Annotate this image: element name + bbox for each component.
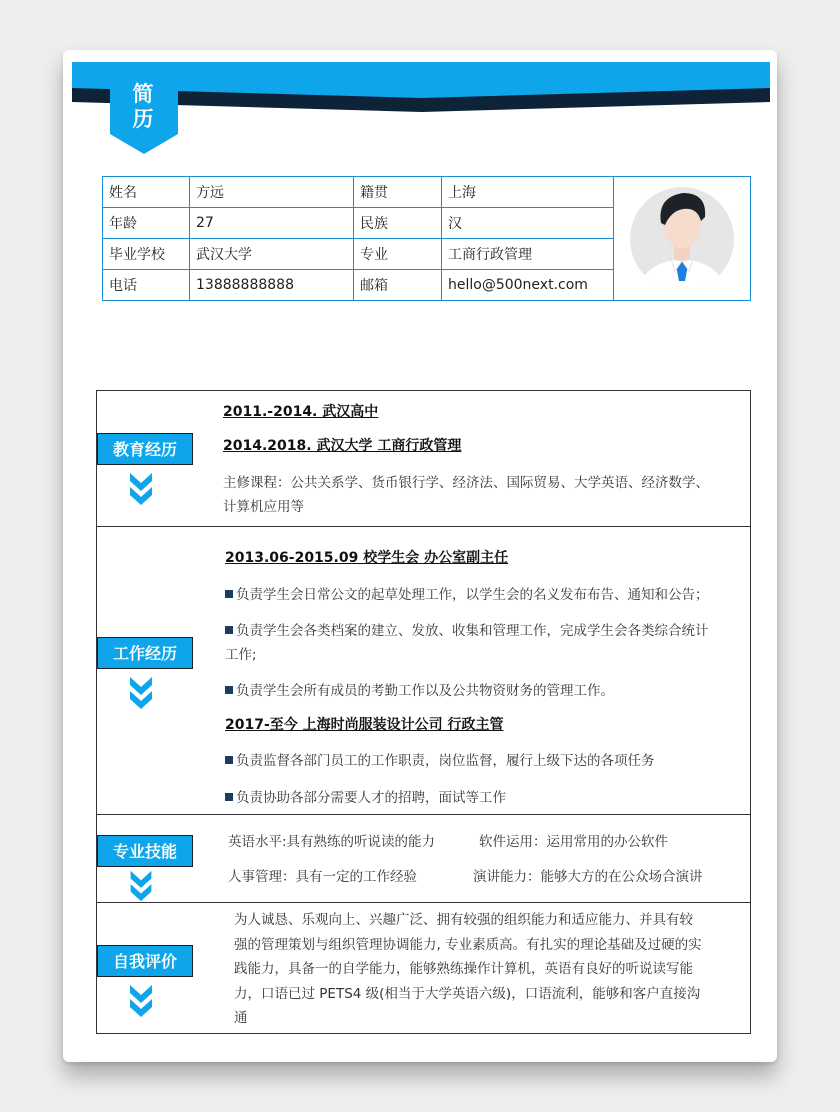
chevron-down-icon [128, 869, 154, 903]
name-value: 方远 [190, 177, 354, 208]
skill-software: 软件运用：运用常用的办公软件 [479, 834, 668, 850]
self-evaluation-section [96, 902, 751, 1034]
course-line-1: 主修课程：公共关系学、货币银行学、经济法、国际贸易、大学英语、经济数学、 [223, 475, 709, 491]
title-char-2: 历 [132, 107, 154, 131]
job1-item: 负责学生会所有成员的考勤工作以及公共物资财务的管理工作。 [225, 679, 614, 699]
education-section [96, 390, 751, 528]
skill-speech: 演讲能力：能够大方的在公众场合演讲 [473, 869, 703, 885]
work-label: 工作经历 [97, 637, 193, 669]
email-label: 邮箱 [354, 270, 442, 301]
age-value: 27 [190, 208, 354, 239]
major-value: 工商行政管理 [442, 239, 614, 270]
job2-item: 负责监督各部门员工的工作职责，岗位监督，履行上级下达的各项任务 [225, 749, 655, 769]
title-badge [111, 82, 175, 132]
job1-item: 负责学生会各类档案的建立、发放、收集和管理工作，完成学生会各类综合统计 [225, 619, 709, 639]
email-value[interactable]: hello@500next.com [442, 270, 614, 301]
skills-section [96, 814, 751, 904]
chevron-down-icon [128, 675, 154, 711]
chevron-down-icon [128, 983, 154, 1019]
title-char-1: 简 [132, 82, 154, 106]
self-evaluation-text [234, 908, 734, 1031]
chevron-down-icon [128, 471, 154, 507]
self-evaluation-label: 自我评价 [97, 945, 193, 977]
self-line: 强的管理策划与组织管理协调能力, 专业素质高。有扎实的理论基础及过硬的实 [234, 936, 702, 953]
table-row [103, 177, 751, 208]
education-line-2: 2014.2018. 武汉大学 工商行政管理 [223, 438, 462, 454]
skill-english: 英语水平:具有熟练的听说读的能力 [228, 834, 436, 850]
phone-value[interactable]: 13888888888 [190, 270, 354, 301]
job2-heading: 2017-至今 上海时尚服装设计公司 行政主管 [225, 717, 504, 733]
job2-item: 负责协助各部分需要人才的招聘，面试等工作 [225, 786, 506, 806]
school-value: 武汉大学 [190, 239, 354, 270]
profile-photo [614, 177, 751, 301]
job1-heading: 2013.06-2015.09 校学生会 办公室副主任 [225, 550, 509, 566]
header-banner [72, 62, 770, 154]
education-label: 教育经历 [97, 433, 193, 465]
age-label: 年龄 [103, 208, 190, 239]
ethnicity-value: 汉 [442, 208, 614, 239]
basic-info-table [102, 176, 751, 301]
skill-hr: 人事管理：具有一定的工作经验 [228, 869, 417, 885]
job1-item: 负责学生会日常公文的起草处理工作，以学生会的名义发布布告、通知和公告； [225, 583, 709, 603]
self-line: 通 [234, 1010, 248, 1026]
skills-label: 专业技能 [97, 835, 193, 867]
hometown-label: 籍贯 [354, 177, 442, 208]
avatar-icon [627, 181, 737, 293]
ethnicity-label: 民族 [354, 208, 442, 239]
education-line-1: 2011.-2014. 武汉高中 [223, 404, 379, 420]
school-label: 毕业学校 [103, 239, 190, 270]
hometown-value: 上海 [442, 177, 614, 208]
job1-item-cont: 工作; [225, 647, 257, 663]
phone-label: 电话 [103, 270, 190, 301]
course-line-2: 计算机应用等 [223, 499, 304, 515]
self-line: 践能力，具备一的自学能力，能够熟练操作计算机，英语有良好的听说读写能 [234, 961, 693, 977]
self-line: 力，口语已过 PETS4 级(相当于大学英语六级)，口语流利，能够和客户直接沟 [234, 985, 701, 1002]
work-section [96, 526, 751, 816]
major-label: 专业 [354, 239, 442, 270]
name-label: 姓名 [103, 177, 190, 208]
self-line: 为人诚恳、乐观向上、兴趣广泛、拥有较强的组织能力和适应能力、并具有较 [234, 912, 693, 928]
